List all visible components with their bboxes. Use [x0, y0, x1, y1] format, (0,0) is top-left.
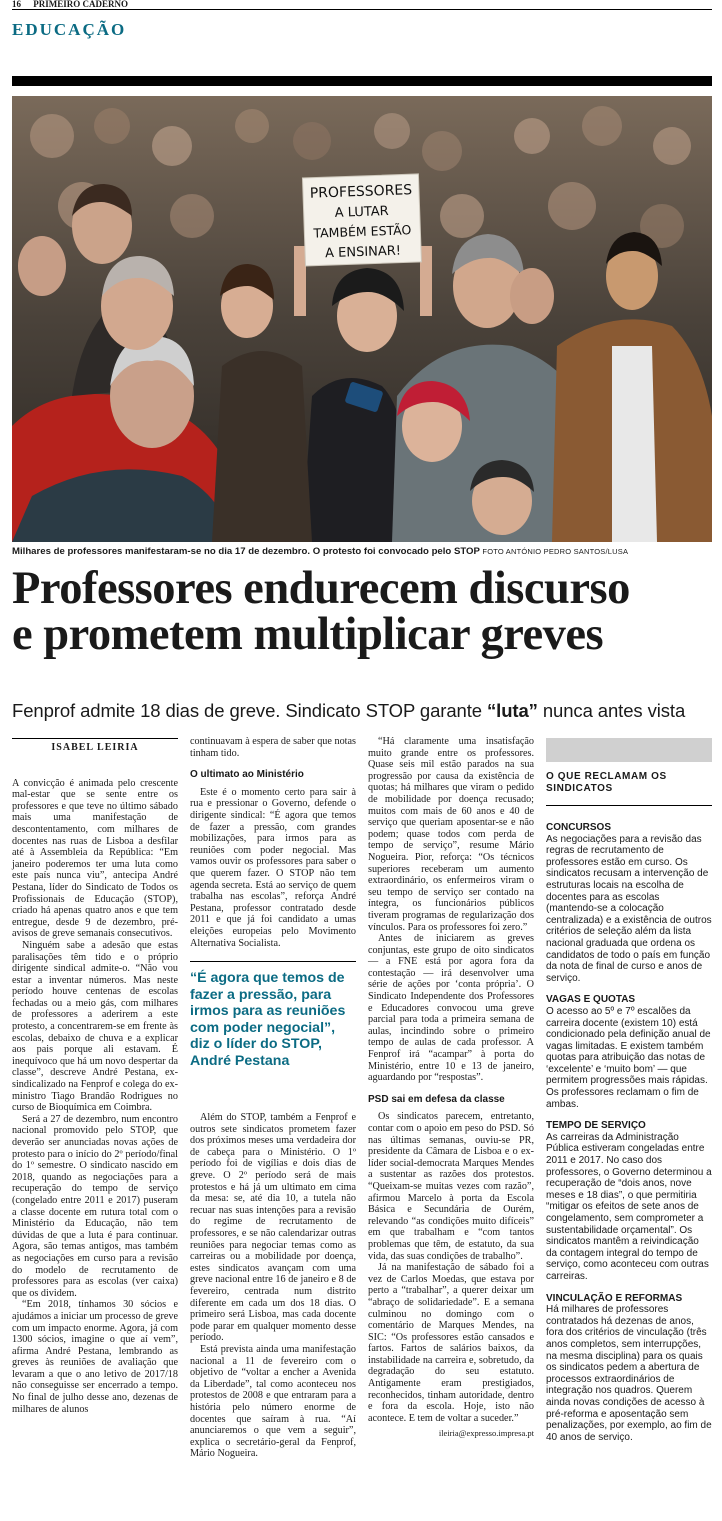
author-email: ileiria@expresso.impresa.pt — [438, 1428, 534, 1439]
paragraph: Ninguém sabe a adesão que estas paralisações têm tido e o próprio dirigente sindical admite-o. “Não vou estar a inventar números. Mas neste período houve centenas de escolas fechadas ou a meio gás, com milhares de professores a aderirem a este protesto, a concentrarem-se em frente às escolas, debaixo de chuva e a explicar aos pais porque ali estavam. É inequívoco que há um novo despertar da classe”, descreve André Pestana, ex-sindicalizado na Fenprof e colega do ex-ministro Tiago Brandão Rodrigues no curso de Bioquímica em Coimbra. — [12, 939, 178, 1114]
edition-label: PRIMEIRO CADERNO — [33, 0, 129, 9]
sidebar-heading: VAGAS E QUOTAS — [546, 994, 636, 1006]
photo-caption — [12, 546, 712, 557]
headline-line-2: e prometem multiplicar greves — [12, 609, 604, 660]
sidebar-text: O acesso ao 5º e 7º escalões da carreira docente (existem 10) está condicionado pela definição anual de vagas limitadas. E existem também quotas para atribuição das notas de ‘excelente’ e ‘muito bom’ — que permitem progressões mais rápidas. Os professores reclamam o fim de ambas. — [546, 1005, 711, 1110]
sidebar-bar — [546, 738, 712, 762]
page-header — [12, 0, 712, 10]
sidebar-box — [546, 738, 712, 1443]
paragraph: Está prevista ainda uma manifestação nacional a 11 de fevereiro com o objetivo de “voltar a encher a Avenida da Liberdade”, tal como aconteceu nos protestos de 2008 e que entraram para a história pelo número enorme de docentes que saíram à rua. “Aí anunciaremos o que vem a seguir”, explica o secretário-geral da Fenprof, Mário Nogueira. — [190, 1343, 356, 1460]
article-column-2 — [190, 736, 356, 1460]
headline — [12, 563, 712, 660]
sidebar-heading: CONCURSOS — [546, 822, 612, 833]
byline: ISABEL LEIRIA — [12, 738, 178, 754]
protest-photo-illustration — [12, 96, 712, 542]
article-column-1 — [12, 738, 178, 1415]
paragraph: Além do STOP, também a Fenprof e outros sete sindicatos prometem fazer dos próximos meses uma verdadeira dor de cabeça para o Ministério. O 1º período foi de vigílias e dois dias de greve. O 2º período será de mais protestos e há já um ultimato em cima da mesa: se, até dia 10, a tutela não recuar nas suas intenções para a revisão do regime de recrutamento de professores, e se não calendarizar outras reuniões para negociar temas como as carreiras ou a mobilidade por doença, estes sindicatos avançam com uma greve nacional entre 16 de janeiro e 8 de fevereiro, centrada num distrito diferente em cada um dos 18 dias. O primeiro será Lisboa, mas cada docente pode parar em qualquer momento desse período. — [190, 1112, 356, 1344]
placard-line-2: A LUTAR — [334, 203, 389, 221]
sidebar-text: As negociações para a revisão das regras de recrutamento de professores estão em curso. Os sindicatos recusam a intervenção de estruturas locais na escolha de docentes para as escolas (mantendo-se a colocação centralizada) e a existência de outros critérios de seleção além da lista nacional graduada que ordena os candidatos de todo o país em função da nota de final de curso e anos de serviço. — [546, 833, 712, 984]
article-photo — [12, 96, 712, 542]
sidebar-heading: TEMPO DE SERVIÇO — [546, 1120, 646, 1132]
paragraph: Os sindicatos parecem, entretanto, contar com o apoio em peso do PSD. Só nas últimas semanas, ouviu-se PR, presidente da Câmara de Lisboa e o ex-líder social-democrata Marques Mendes a sustentar as razões dos protestos. “Queixam-se muitas vezes com razão”, afirmou Marcelo à porta da Escola Básica e Secundária de Ourém, relevando “as condições muito difíceis” em que trabalham e “com tantos problemas que têm, de estatuto, da sua vida, das suas condições de trabalho”. — [368, 1111, 534, 1262]
paragraph: continuavam à espera de saber que notas tinham tido. — [190, 736, 356, 759]
pull-quote: “É agora que temos de fazer a pressão, para irmos para as reuniões com poder negocial”, diz o líder do STOP, André Pestana — [190, 961, 356, 1102]
standfirst-part-2: nunca antes vista — [537, 700, 686, 721]
photo-credit: FOTO ANTÓNIO PEDRO SANTOS/LUSA — [482, 547, 629, 556]
paragraph: Já na manifestação de sábado foi a vez de Carlos Moedas, que estava por perto a “trabalhar”, a querer deixar um “abraço de solidariedade”. E a semana culminou no domingo com o comentário de Marques Mendes, na SIC: “Os professores estão cansados e fartos. Fartos de salários baixos, da instabilidade na carreira e, sobretudo, da degradação do seu estatuto. Antigamente eram prestigiados, reconhecidos, tinham autoridade, dentro e fora da escola. Hoje, isto não acontece. E tem de voltar a suceder.” — [368, 1262, 534, 1424]
standfirst-part-1: Fenprof admite 18 dias de greve. Sindicato STOP garante — [12, 700, 488, 721]
paragraph: Será a 27 de dezembro, num encontro nacional promovido pelo STOP, que deverão ser anunciadas novas ações de protesto para o início do 2º período/final do 1º semestre. O sindicato nascido em 2018, quando as negociações para a recuperação do tempo de serviço (congelado entre 2011 e 2017) puseram a classe docente em rutura total com o Ministério da Educação, não tem dúvidas de que a luta é para continuar. Agora, são temas antigos, mas também as negociações em curso para a revisão do modelo de recrutamento de professores para as escolas (ver caixa) que os dividem. — [12, 1113, 178, 1299]
caption-text: Milhares de professores manifestaram-se no dia 17 de dezembro. O protesto foi convocado pelo STOP — [12, 546, 480, 557]
sidebar-heading: VINCULAÇÃO E REFORMAS — [546, 1292, 683, 1304]
sidebar-text: As carreiras da Administração Pública estiveram congeladas entre 2011 e 2017. No caso dos professores, o Governo determinou a recuperação de “dois anos, nove meses e 18 dias”, o que permitiria “mitigar os efeitos de sete anos de congelamento, sem comprometer a sustentabilidade orçamental”. Os sindicatos mantêm a reivindicação da contagem integral do tempo de serviço, como aconteceu com outras carreiras. — [546, 1131, 712, 1282]
section-title: EDUCAÇÃO — [12, 20, 127, 39]
standfirst — [12, 700, 712, 722]
placard-line-4: A ENSINAR! — [324, 243, 402, 262]
headline-line-1: Professores endurecem discurso — [12, 563, 630, 614]
paragraph: “Há claramente uma insatisfação muito grande entre os professores. Quase seis mil estão parados na sua progressão por causa da existência de quotas; há milhares que viram o pedido de mobilidade por doença recusado; muitos com mais de 60 anos e 40 de serviço que queriam aposentar-se e não podem; quase todos com perda de tempo de serviço”, resume Mário Nogueira. Pior, reforça: “Os técnicos superiores receberam um aumento extraordinário, os enfermeiros viram o seu tempo de serviço ser contado na íntegra, os funcionários públicos tiveram programas de regularização dos vínculos. Para os professores foi zero.” — [368, 736, 534, 933]
paragraph: Este é o momento certo para sair à rua e pressionar o Governo, defende o dirigente sindical: “É agora que temos de fazer a pressão, com grandes mobilizações, para irmos para as reuniões com poder negocial. Mas vamos ouvir os professores para saber o que querem fazer. O STOP não tem agenda secreta. Está ao serviço de quem trabalha nas escolas”, reforça André Pestana, professor contratado desde 2011 e que já foi candidato a umas eleições europeias pelo Movimento Alternativa Socialista. — [190, 786, 356, 949]
paragraph: A convicção é animada pelo crescente mal-estar que se sente entre os professores e que teve no último sábado mais uma manifestação de descontentamento, com milhares de docentes nas ruas de Lisboa a desfilar até à Assembleia da República: “Em janeiro poderemos ter uma luta como este país nunca viu”, antecipa André Pestana, líder do Sindicato de Todos os Profissionais de Educação (STOP), criado há apenas quatro anos e que tem entregue, desde 9 de dezembro, pré-avisos de greve semanais consecutivos. — [12, 777, 178, 940]
paragraph: Antes de iniciarem as greves conjuntas, este grupo de oito sindicatos — a FNE está por agora fora da contestação — irá desenvolver uma série de ações por ‘conta própria’. O Sindicato Independente dos Professores e Educadores convocou uma greve parcial para toda a primeira semana de aulas, incindindo sobre o primeiro tempo de aulas de cada professor. A Fenprof irá “acampar” à porta do Ministério, entre 10 e 13 de janeiro, aguardando por “respostas”. — [368, 933, 534, 1084]
page-number: 16 — [12, 0, 21, 9]
subheading: O ultimato ao Ministério — [190, 769, 304, 781]
standfirst-bold: “luta” — [487, 700, 538, 721]
placard-line-3: TAMBÉM ESTÃO — [313, 222, 412, 241]
subheading: PSD sai em defesa da classe — [368, 1093, 505, 1105]
divider-bar — [12, 76, 712, 86]
article-column-3 — [368, 736, 534, 1440]
placard-line-1: PROFESSORES — [309, 182, 413, 202]
sidebar-title: O QUE RECLAMAM OS SINDICATOS — [546, 766, 712, 806]
paragraph: “Em 2018, tínhamos 30 sócios e ajudámos a iniciar um processo de greve com um impacto enorme. Agora, já com 1300 sócios, imagine o que aí vem”, afirma André Pestana, lembrando as greves às reuniões de avaliação que levaram a que o ano letivo de 2017/18 não conseguisse ser encerrado a tempo. No final de julho desse ano, dezenas de milhares de alunos — [12, 1299, 178, 1415]
sidebar-text: Há milhares de professores contratados há dezenas de anos, fora dos critérios de vinculação (três anos completos, sem interrupções, na mesma disciplina) para os quais os sindicatos pedem a abertura de processos extraordinários de integração nos quadros. Querem ainda novas condições de acesso à pré-reforma e aposentação sem penalizações, por exemplo, ao fim de 40 anos de serviço. — [546, 1304, 712, 1443]
